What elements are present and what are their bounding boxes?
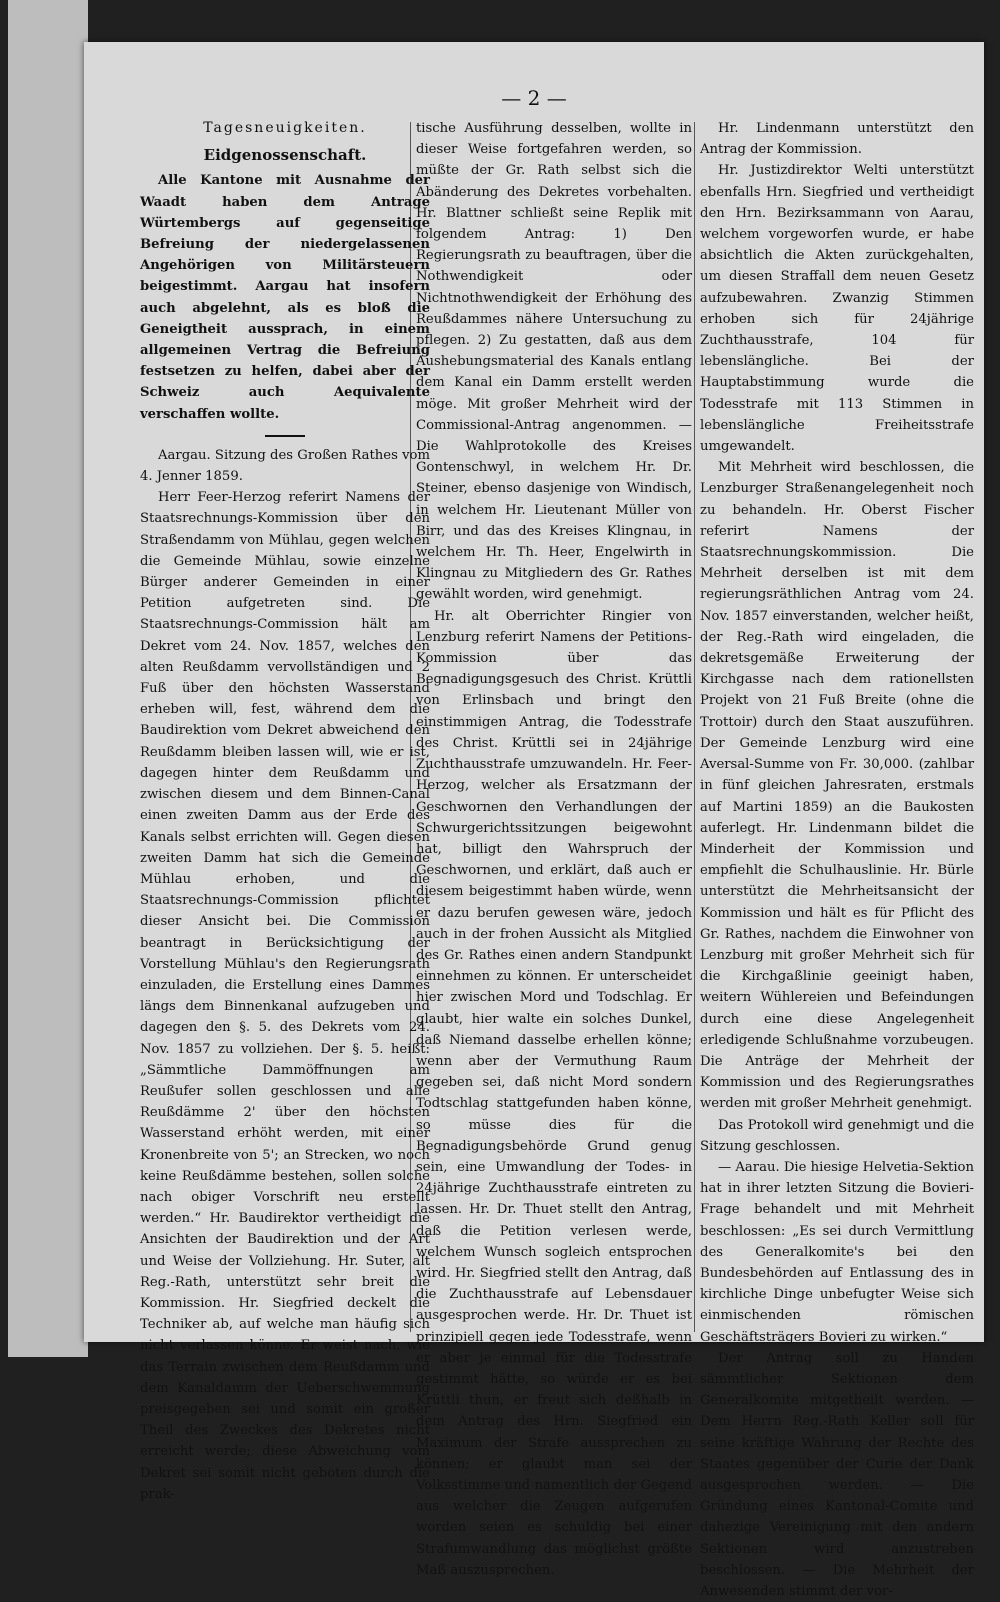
page-number-value: 2 [527,86,541,110]
paragraph: Hr. alt Oberrichter Ringier von Lenzburg referirt Namens der Petitions-Kommission über das Begnadigungsgesuch des Christ. Krüttli von Erlinsbach und bringt den einstimmigen Antrag, die Todesstrafe des Christ. Krüttli sei in 24jährige Zuchthausstrafe umzuwandeln. Hr. Feer-Herzog, welcher als Ersatzmann der Geschwornen den Verhandlungen der Schwurgerichtssitzungen beigewohnt hat, billigt den Wahrspruch der Geschwornen, und erklärt, daß auch er diesem beigestimmt haben würde, wenn er dazu berufen gewesen wäre, jedoch auch in der frohen Aussicht als Mitglied des Gr. Rathes einen andern Standpunkt einnehmen zu können. Er unterscheidet hier zwischen Mord und Todschlag. Er glaubt, hier walte ein solches Dunkel, daß Niemand dasselbe erhellen könne; wenn aber der Vermuthung Raum gegeben sei, daß nicht Mord sondern Todtschlag stattgefunden haben könne, so müsse dies für die Begnadigungsbehörde Grund genug sein, eine Umwandlung der Todes- in 24jährige Zuchthausstrafe eintreten zu lassen. Hr. Dr. Thuet stellt den Antrag, daß die Petition verlesen werde, welchem Wunsch sogleich entsprochen wird. Hr. Siegfried stellt den Antrag, daß die Zuchthausstrafe auf Lebensdauer ausgesprochen werde. Hr. Dr. Thuet ist prinzipiell gegen jede Todesstrafe, wenn er aber je einmal für die Todesstrafe gestimmt hätte, so würde er es bei Krüttli thun, er freut sich deßhalb in dem Antrag des Hrn. Siegfried ein Maximum der Strafe aussprechen zu können; er glaubt man sei der Volksstimme und namentlich der Gegend aus welcher die Zeugen aufgerufen worden seien es schuldig bei einer Strafumwandlung das möglichst größte Maß auszusprechen. [416,608,692,1578]
section-title: Tagesneuigkeiten. [203,120,367,136]
underlying-page-edge [8,0,88,1357]
paragraph: tische Ausführung desselben, wollte in dieser Weise fortgefahren werden, so müßte der Gr. Rath selbst sich die Abänderung des Dekretes vorbehalten. Hr. Blattner schließt seine Replik mit folgendem Antrag: 1) Den Regierungsrath zu beauftragen, über die Nothwendigkeit oder Nichtnothwendigkeit der Erhöhung des Reußdammes nähere Untersuchung zu pflegen. 2) Zu gestatten, daß aus dem Aushebungsmaterial des Kanals entlang dem Kanal ein Damm erstellt werden möge. Mit großer Mehrheit wird der Commissional-Antrag angenommen. — Die Wahlprotokolle des Kreises Gontenschwyl, in welchem Hr. Dr. Steiner, ebenso dasjenige von Windisch, in welchem Hr. Lieutenant Müller von Birr, und das des Kreises Klingnau, in welchem Hr. Th. Heer, Engelwirth in Klingnau zu Mitgliedern des Gr. Rathes gewählt worden, wird genehmigt. [416,121,692,603]
paragraph: Das Protokoll wird genehmigt und die Sitzung geschlossen. [700,1117,974,1154]
separator-rule [265,435,305,437]
column-3 [700,118,974,1600]
column-1 [140,118,430,1502]
paragraph: Hr. Lindenmann unterstützt den Antrag der Kommission. [700,121,974,158]
newspaper-page [84,42,984,1600]
report-title: Aargau. Sitzung des Großen Rathes vom 4. Jenner 1859. [140,447,430,485]
column-2 [416,118,692,1578]
paragraph: Hr. Justizdirektor Welti unterstützt ebenfalls Hrn. Siegfried und vertheidigt den Hrn. Bezirksammann von Aarau, welchem vorgeworfen wurde, er habe absichtlich die Akten zurückgehalten, um diesen Straffall dem neuen Gesetz aufzubewahren. Zwanzig Stimmen erhoben sich für 24jährige Zuchthausstrafe, 104 für lebenslängliche. Bei der Hauptabstimmung wurde die Todesstrafe mit 113 Stimmen in lebenslängliche Freiheitsstrafe umgewandelt. [700,163,974,455]
subsection-title: Eidgenossenschaft. [203,146,367,165]
paragraph: Mit Mehrheit wird beschlossen, die Lenzburger Straßenangelegenheit noch zu behandeln. Hr. Oberst Fischer referirt Namens der Staatsrechnungskommission. Die Mehrheit derselben ist mit dem regierungsräthlichen Antrag vom 24. Nov. 1857 einverstanden, welcher heißt, der Reg.-Rath wird eingeladen, die dekretsgemäße Erweiterung der Kirchgasse nach dem rationellsten Projekt von 21 Fuß Breite (ohne die Trottoir) durch den Staat auszuführen. Der Gemeinde Lenzburg wird eine Aversal-Summe von Fr. 30,000. (zahlbar in fünf gleichen Jahresraten, erstmals auf Martini 1859) an die Baukosten auferlegt. Hr. Lindenmann bildet die Minderheit der Kommission und empfiehlt die Schulhauslinie. Hr. Bürle unterstützt die Mehrheitsansicht der Kommission und hält es für Pflicht des Gr. Rathes, nachdem die Einwohner von Lenzburg mit großer Mehrheit sich für die Kirchgaßlinie geeinigt haben, weitern Wühlereien und Befeindungen durch eine diese Angelegenheit erledigende Schlußnahme vorzubeugen. Die Anträge der Mehrheit der Kommission und des Regierungsrathes werden mit großer Mehrheit genehmigt. [700,460,974,1112]
notice-paragraph: Alle Kantone mit Ausnahme der Waadt haben dem Antrage Würtembergs auf gegenseitige Befreiung der niedergelassenen Angehörigen von Militärsteuern beigestimmt. Aargau hat insofern auch abgelehnt, als es bloß die Geneigtheit aussprach, in einem allgemeinen Vertrag die Befreiung festsetzen zu helfen, dabei aber der Schweiz auch Aequivalente verschaffen wollte. [140,173,430,422]
paragraph: Herr Feer-Herzog referirt Namens der Staatsrechnungs-Kommission über den Straßendamm von Mühlau, gegen welchen die Gemeinde Mühlau, sowie einzelne Bürger anderer Gemeinden in einer Petition aufgetreten sind. Die Staatsrechnungs-Commission hält am Dekret vom 24. Nov. 1857, welches den alten Reußdamm vervollständigen und 2 Fuß über den höchsten Wasserstand erheben will, fest, während dem die Baudirektion vom Dekret abweichend den Reußdamm bleiben lassen will, wie er ist, dagegen hinter dem Reußdamm und zwischen diesem und dem Binnen-Canal einen zweiten Damm aus der Erde des Kanals selbst errichten will. Gegen diesen zweiten Damm hat sich die Gemeinde Mühlau erhoben, und die Staatsrechnungs-Commission pflichtet dieser Ansicht bei. Die Commission beantragt in Berücksichtigung der Vorstellung Mühlau's den Regierungsrath einzuladen, die Erstellung eines Dammes längs dem Binnenkanal aufzugeben und dagegen den §. 5. des Dekrets vom 24. Nov. 1857 zu vollziehen. Der §. 5. heißt: „Sämmtliche Dammöffnungen am Reußufer sollen geschlossen und alle Reußdämme 2' über den höchsten Wasserstand erhöht werden, mit einer Kronenbreite von 5'; an Strecken, wo noch keine Reußdämme bestehen, sollen solche nach obiger Vorschrift neu erstellt werden.“ Hr. Baudirektor vertheidigt die Ansichten der Baudirektion und der Art und Weise der Vollziehung. Hr. Suter, alt Reg.-Rath, unterstützt sehr breit die Kommission. Hr. Siegfried deckelt die Techniker ab, auf welche man häufig sich nicht verlassen könne. Er weist nach, wie das Terrain zwischen dem Reußdamm und dem Kanaldamm der Ueberschwemmung preisgegeben sei und somit ein großer Theil des Zweckes des Dekretes nicht erreicht werde; diese Abweichung vom Dekret sei somit nicht geboten durch die prak- [140,490,430,1502]
paragraph: — Aarau. Die hiesige Helvetia-Sektion hat in ihrer letzten Sitzung die Bovieri-Frage behandelt und mit Mehrheit beschlossen: „Es sei durch Vermittlung des Generalkomite's bei den Bundesbehörden auf Entlassung des in kirchliche Dinge unbefugter Weise sich einmischenden römischen Geschäftsträgers Bovieri zu wirken.“ [700,1159,974,1345]
page-number: — 2 — [501,86,567,110]
paragraph: Der Antrag soll zu Handen sämmtlicher Sektionen dem Generalkomite mitgetheilt werden. — Dem Herrn Reg.-Rath Keller soll für seine kräftige Wahrung der Rechte des Staates gegenüber der Curie der Dank ausgesprochen werden. — Die Gründung eines Kantonal-Comite und dahezige Vereinigung mit den andern Sektionen wird anzustreben beschlossen. — Die Mehrheit der Anwesenden stimmt der vor- [700,1350,974,1600]
column-rule [694,122,695,1332]
